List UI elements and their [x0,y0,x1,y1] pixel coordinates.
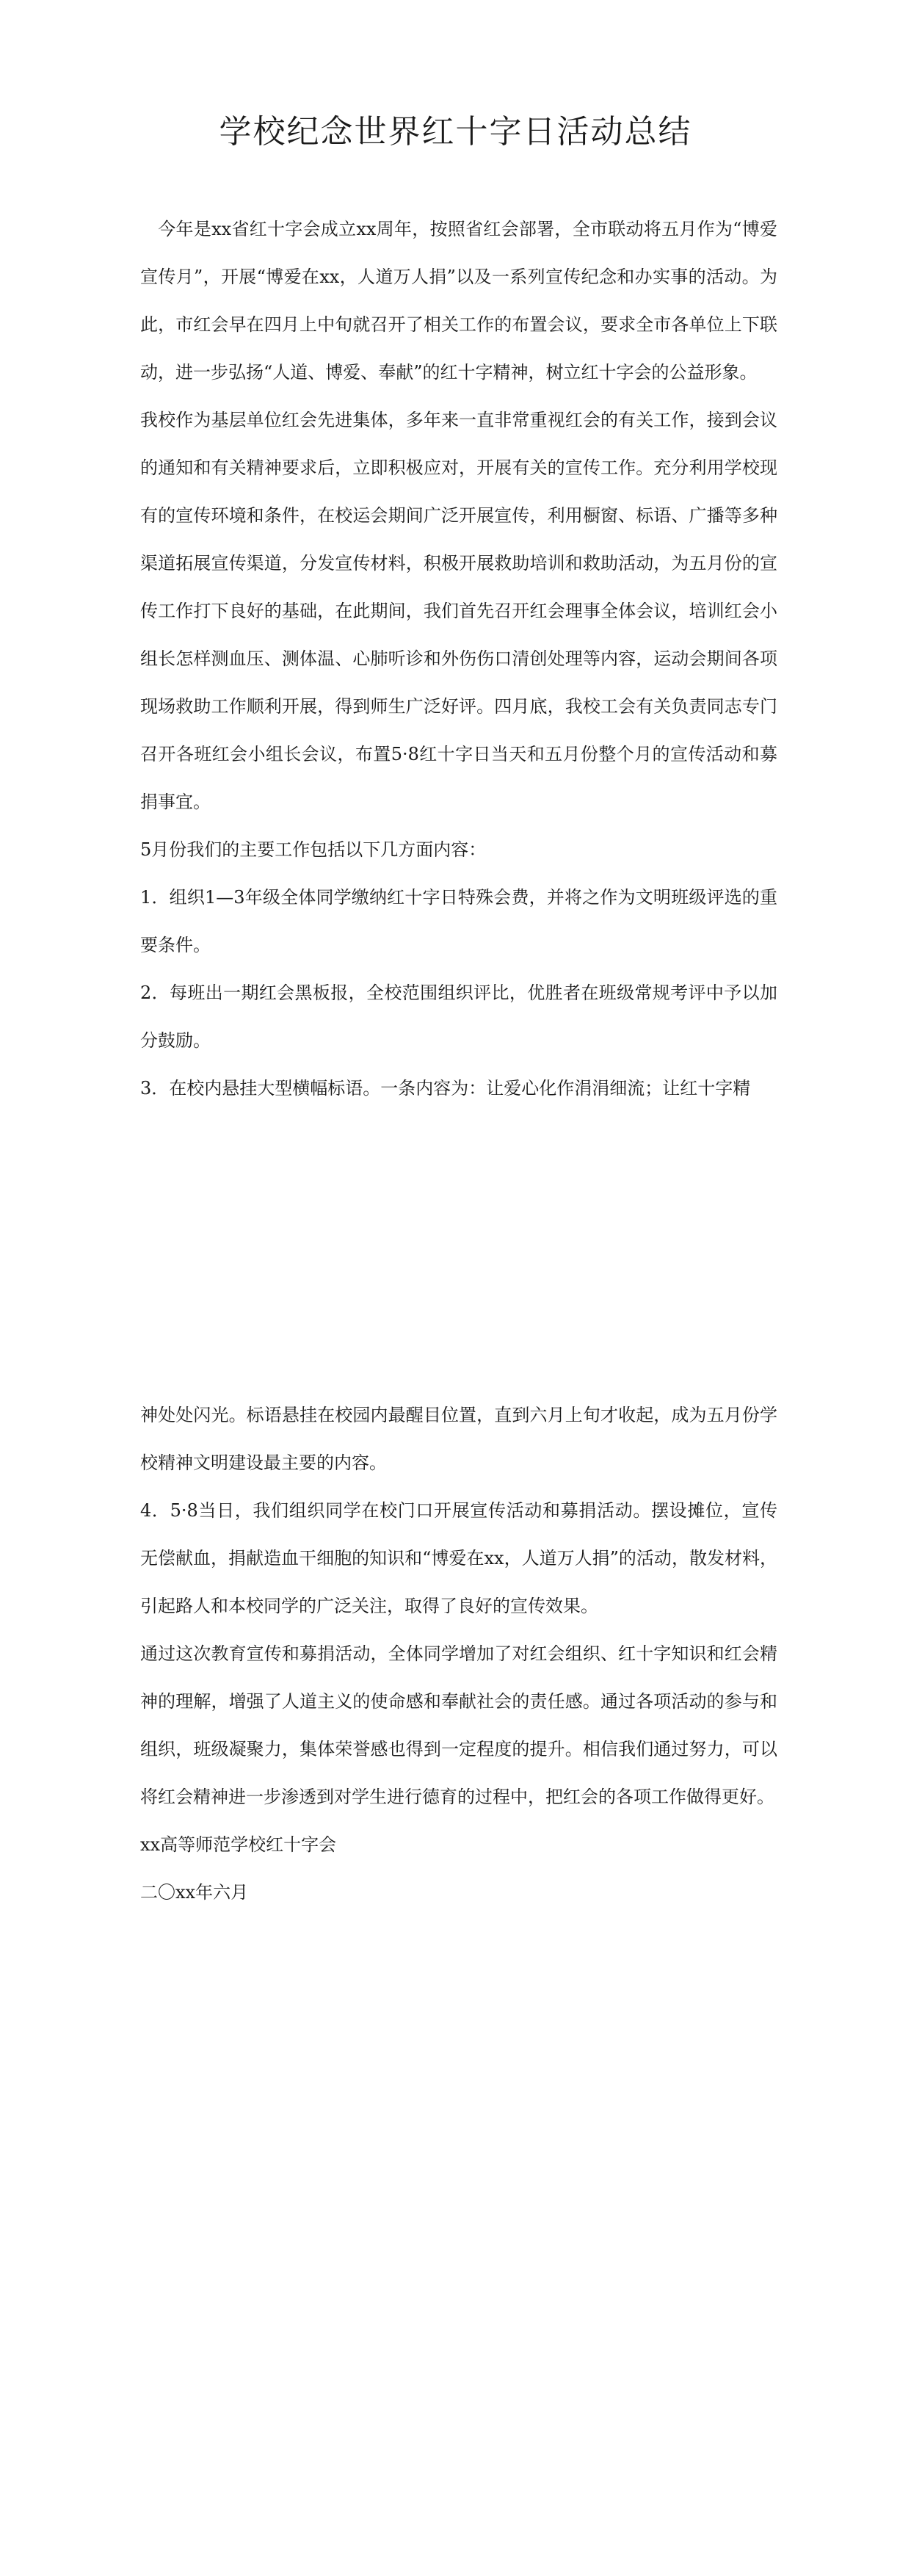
document-title: 学校纪念世界红十字日活动总结 [219,113,692,151]
signature-date: 二〇xx年六月 [140,1882,249,1903]
paragraph-may-work-heading: 5月份我们的主要工作包括以下几方面内容： [140,839,487,860]
paragraph-school-work: 我校作为基层单位红会先进集体，多年来一直非常重视红会的有关工作，接到会议的通知和有关精神要求后，立即积极应对，开展有关的宣传工作。充分利用学校现有的宣传环境和条件，在校运会期间广泛开展宣传，利用橱窗、标语、广播等多种渠道拓展宣传渠道，分发宣传材料，积极开展救助培训和救助活动，为五月份的宣传工作打下良好的基础，在此期间，我们首先召开红会理事全体会议，培训红会小组长怎样测血压、测体温、心肺听诊和外伤伤口清创处理等内容，运动会期间各项现场救助工作顺利开展，得到师生广泛好评。四月底，我校工会有关负责同志专门召开各班红会小组长会议，布置5·8红十字日当天和五月份整个月的宣传活动和募捐事宜。 [140,410,777,812]
body-block-first [140,206,777,1112]
paragraph-intro: 今年是xx省红十字会成立xx周年，按照省红会部署，全市联动将五月作为“博爱宣传月”，开展“博爱在xx，人道万人捐”以及一系列宣传纪念和办实事的活动。为此，市红会早在四月上中旬就召开了相关工作的布置会议，要求全市各单位上下联动，进一步弘扬“人道、博爱、奉献”的红十字精神，树立红十字会的公益形象。 [140,219,777,383]
list-item-3-start: 3．在校内悬挂大型横幅标语。一条内容为：让爱心化作涓涓细流；让红十字精 [140,1078,751,1099]
list-item-3-continued: 神处处闪光。标语悬挂在校园内最醒目位置，直到六月上旬才收起，成为五月份学校精神文明建设最主要的内容。 [140,1405,777,1473]
list-item-1: 1．组织1—3年级全体同学缴纳红十字日特殊会费，并将之作为文明班级评选的重要条件。 [140,887,777,955]
paragraph-conclusion: 通过这次教育宣传和募捐活动，全体同学增加了对红会组织、红十字知识和红会精神的理解，增强了人道主义的使命感和奉献社会的责任感。通过各项活动的参与和组织，班级凝聚力，集体荣誉感也得到一定程度的提升。相信我们通过努力，可以将红会精神进一步渗透到对学生进行德育的过程中，把红会的各项工作做得更好。 [140,1643,777,1807]
signature-organization: xx高等师范学校红十字会 [140,1834,337,1855]
body-block-second [140,1392,777,1917]
list-item-4: 4．5·8当日，我们组织同学在校门口开展宣传活动和募捐活动。摆设摊位，宣传无偿献血，捐献造血干细胞的知识和“博爱在xx，人道万人捐”的活动，散发材料，引起路人和本校同学的广泛关注，取得了良好的宣传效果。 [140,1500,777,1616]
list-item-2: 2．每班出一期红会黑板报，全校范围组织评比，优胜者在班级常规考评中予以加分鼓励。 [140,983,777,1051]
